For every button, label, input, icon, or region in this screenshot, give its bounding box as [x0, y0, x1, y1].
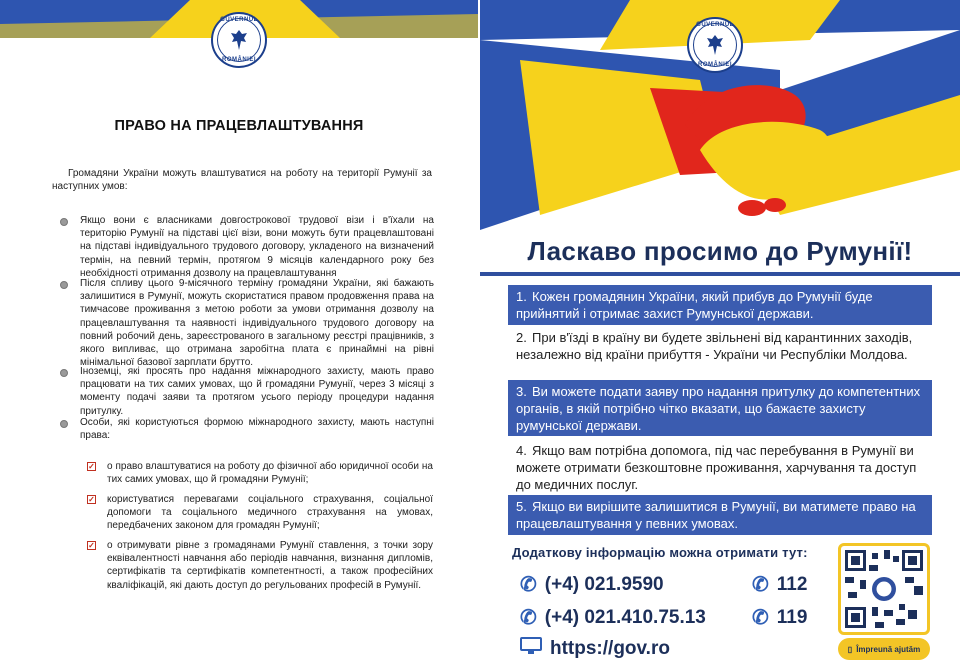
welcome-heading: Ласкаво просимо до Румунії!	[527, 236, 913, 266]
qr-code[interactable]	[838, 543, 930, 635]
bullet-icon	[60, 281, 68, 289]
qr-code-icon	[845, 550, 923, 628]
eagle-icon	[217, 18, 261, 62]
phone-icon: ✆	[520, 574, 537, 596]
phone-number-119[interactable]: ✆ 119	[752, 606, 808, 629]
left-page	[0, 0, 478, 666]
bullet-icon	[60, 369, 68, 377]
checkbox-icon: ✓	[88, 462, 95, 471]
right-item-1: о право влаштуватися на роботу до фізичної або юридичної особи на тих самих умовах, що й громадяни Румунії;	[107, 461, 433, 486]
emergency-number-112[interactable]: ✆ 112	[752, 573, 808, 596]
right-item-2: користуватися перевагами соціального страхування, соціальної допомоги та соціального медичного страхування на умовах, передбачених законом для громадян Румунії;	[107, 494, 433, 532]
condition-item-3: Іноземці, які просять про надання міжнародного захисту, мають право працювати на тих самих умовах, що й громадяни Румунії, через 3 місяці з моменту подачі заяви та протягом усього періоду процедури надання притулку.	[80, 366, 434, 417]
right-page	[480, 0, 960, 666]
government-seal-left: GUVERNUL ROMÂNIEI	[211, 12, 267, 68]
bullet-icon	[60, 420, 68, 428]
condition-item-2: Після спливу цього 9-місячного терміну громадяни України, які бажають залишитися в Румунії, можуть скористатися правом продовження права на тимчасове проживання з метою роботи за умови отримання дозволу на працевлаштування та наявності індивідуального трудового договору на повний робочий день, зареєстрованого в загальному реєстрі працівників, з якого випливає, що отримана заробітна плата є принаймні на рівні мінімальної базової зарплати брутто.	[80, 278, 434, 369]
right-item-3: о отримувати рівне з громадянами Румунії ставлення, з точки зору еквівалентності навчання або періодів навчання, визнання дипломів, сертифікатів та сертифікатів компетентності, а також професійних кваліфікацій, які дають доступ до регульованих професій в Румунії.	[107, 540, 433, 591]
info-item-5: 5. Якщо ви вирішите залишитися в Румунії, ви матимете право на працевлаштування у певних умовах.	[508, 495, 932, 535]
page-title: ПРАВО НА ПРАЦЕВЛАШТУВАННЯ	[114, 118, 364, 134]
phone-icon: ✆	[752, 574, 769, 596]
info-item-1: 1. Кожен громадянин України, який прибув до Румунії буде прийнятий і отримає захист Румунської держави.	[508, 285, 932, 325]
monitor-icon	[520, 637, 542, 661]
condition-item-4: Особи, які користуються формою міжнародного захисту, мають наступні права:	[80, 417, 434, 442]
phone-icon: ✆	[752, 607, 769, 629]
intro-paragraph: Громадяни України можуть влаштуватися на роботу на території Румунії за наступних умов:	[52, 168, 432, 193]
website-link[interactable]: https://gov.ro	[520, 637, 670, 661]
phone-number-2[interactable]: ✆ (+4) 021.410.75.13	[520, 606, 706, 629]
smartphone-icon: ▯	[847, 644, 853, 654]
more-info-heading: Додаткову інформацію можна отримати тут:	[512, 545, 808, 560]
qr-badge: ▯ Împreună ajutăm	[838, 638, 930, 660]
info-item-3: 3. Ви можете подати заяву про надання притулку до компетентних органів, в якій потрібно чітко вказати, що бажаєте захисту румунської держави.	[508, 380, 932, 436]
phone-icon: ✆	[520, 607, 537, 629]
divider	[480, 272, 960, 276]
government-seal-right: GUVERNUL ROMÂNIEI	[687, 17, 743, 73]
checkbox-icon: ✓	[88, 541, 95, 550]
condition-item-1: Якщо вони є власниками довгострокової трудової візи і в'їхали на територію Румунії на підставі цієї візи, вони можуть бути працевлаштовані на підставі індивідуального трудового договору, укладеного на визначений термін, на певний термін, протягом 9 місяців календарного року без необхідності отримання дозволу на працевлаштування	[80, 215, 434, 279]
info-item-4: 4. Якщо вам потрібна допомога, під час перебування в Румунії ви можете отримати безкоштовне проживання, харчування та доступ до медичних послуг.	[508, 439, 932, 491]
phone-number-1[interactable]: ✆ (+4) 021.9590	[520, 573, 664, 596]
bullet-icon	[60, 218, 68, 226]
checkbox-icon: ✓	[88, 495, 95, 504]
info-item-2: 2. При в'їзді в країну ви будете звільнені від карантинних заходів, незалежно від країни прибуття - України чи Республіки Молдова.	[508, 326, 932, 376]
eagle-icon	[693, 23, 737, 67]
